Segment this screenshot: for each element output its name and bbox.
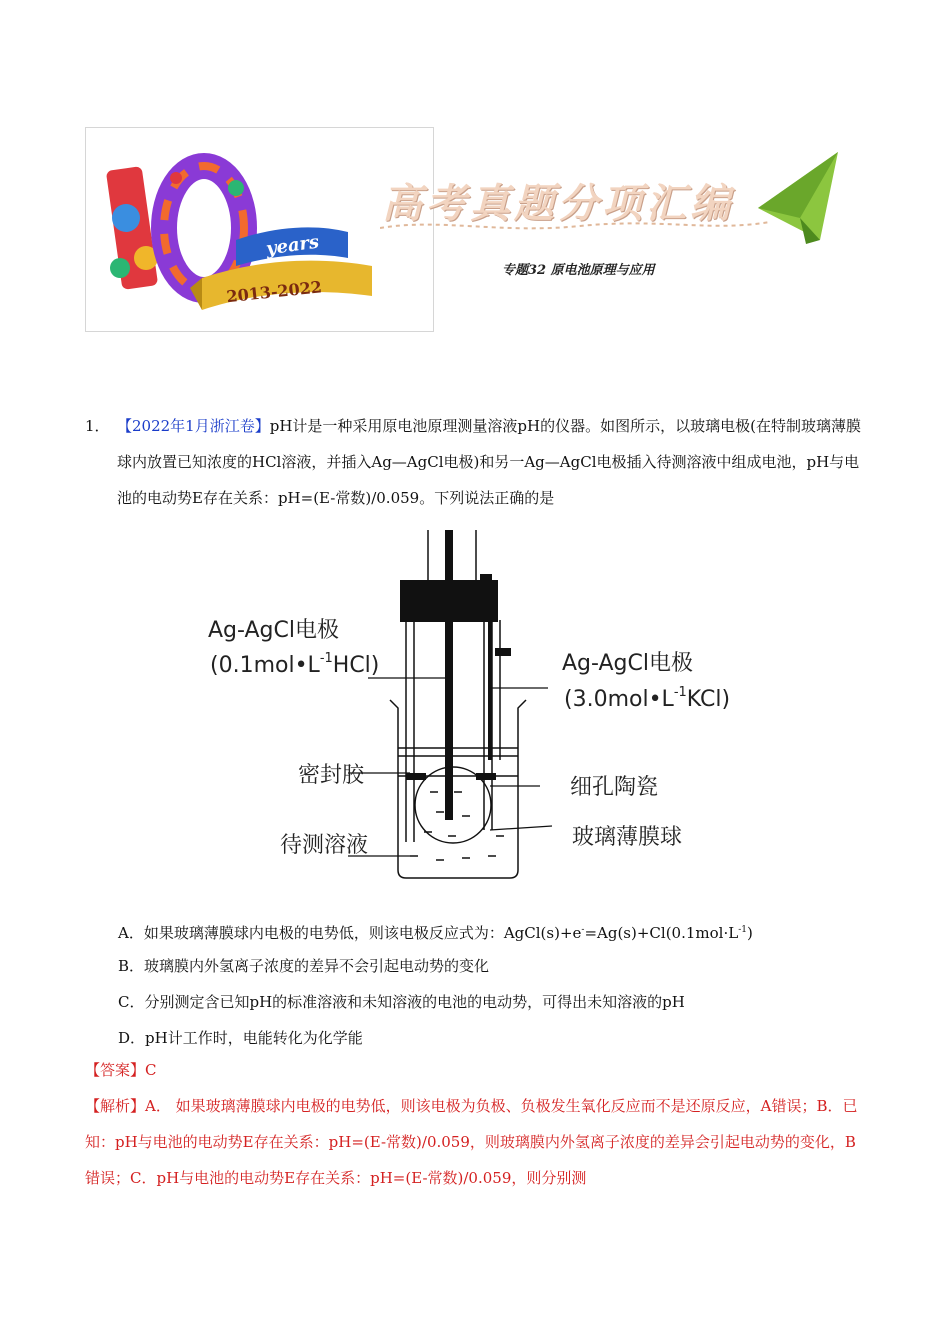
topic-subtitle: 专题32 原电池原理与应用 bbox=[502, 263, 655, 278]
seal-glue-label: 密封胶 bbox=[298, 763, 365, 788]
left-electrode-label: Ag-AgCl电极 bbox=[208, 618, 339, 643]
option-b: B．玻璃膜内外氢离子浓度的差异不会引起电动势的变化 bbox=[118, 957, 490, 975]
explanation-text: A． 如果玻璃薄膜球内电极的电势低，则该电极为负极、负极发生氧化反应而不是还原反应，A错误；B．已知：pH与电池的电动势E存在关系：pH=(E-常数)/0.059，则玻璃膜内外氢离子浓度的差异会引起电动势的变化，B错误；C．pH与电池的电动势E存在关系：pH=(E-常数)/0.059，则分别测 bbox=[85, 1097, 858, 1187]
question-number: 1． bbox=[85, 417, 110, 435]
explanation bbox=[85, 1088, 865, 1196]
glass-membrane-bulb-label: 玻璃薄膜球 bbox=[572, 825, 683, 850]
question-1 bbox=[85, 408, 865, 516]
years-label: years bbox=[264, 231, 321, 260]
porous-ceramic-label: 细孔陶瓷 bbox=[570, 775, 659, 800]
answer: 【答案】C bbox=[85, 1061, 157, 1079]
option-c: C．分别测定含已知pH的标准溶液和未知溶液的电池的电动势，可得出未知溶液的pH bbox=[118, 993, 685, 1011]
explanation-label: 【解析】 bbox=[85, 1097, 146, 1115]
option-a: A．如果玻璃薄膜球内电极的电势低，则该电极反应式为：$AgCl(s)+e^-=Ag(s)+Cl(0.1mol\cdot L^{-1})$ bbox=[118, 924, 753, 942]
test-solution-label: 待测溶液 bbox=[280, 833, 369, 858]
question-text: pH计是一种采用原电池原理测量溶液pH的仪器。如图所示，以玻璃电极(在特制玻璃薄膜球内放置已知浓度的HCl溶液，并插入Ag—AgCl电极)和另一Ag—AgCl电极插入待测溶液中组成电池，pH与电池的电动势E存在关系：pH=(E-常数)/0.059。下列说法正确的是 bbox=[117, 417, 861, 507]
answer-options bbox=[118, 912, 878, 1056]
left-electrode-solution-label: $(0.1mol•L^{-1}HCl)$ bbox=[210, 651, 380, 678]
right-electrode-solution-label: $(3.0mol•L^{-1}KCl)$ bbox=[564, 685, 731, 712]
right-electrode-label: Ag-AgCl电极 bbox=[562, 651, 693, 676]
series-title: 高考真题分项汇编 bbox=[382, 180, 734, 227]
ph-meter-diagram bbox=[200, 530, 760, 880]
option-d: D．pH计工作时，电能转化为化学能 bbox=[118, 1029, 363, 1047]
question-source: 【2022年1月浙江卷】 bbox=[117, 417, 270, 435]
years-range-label: 2013-2022 bbox=[225, 277, 323, 307]
